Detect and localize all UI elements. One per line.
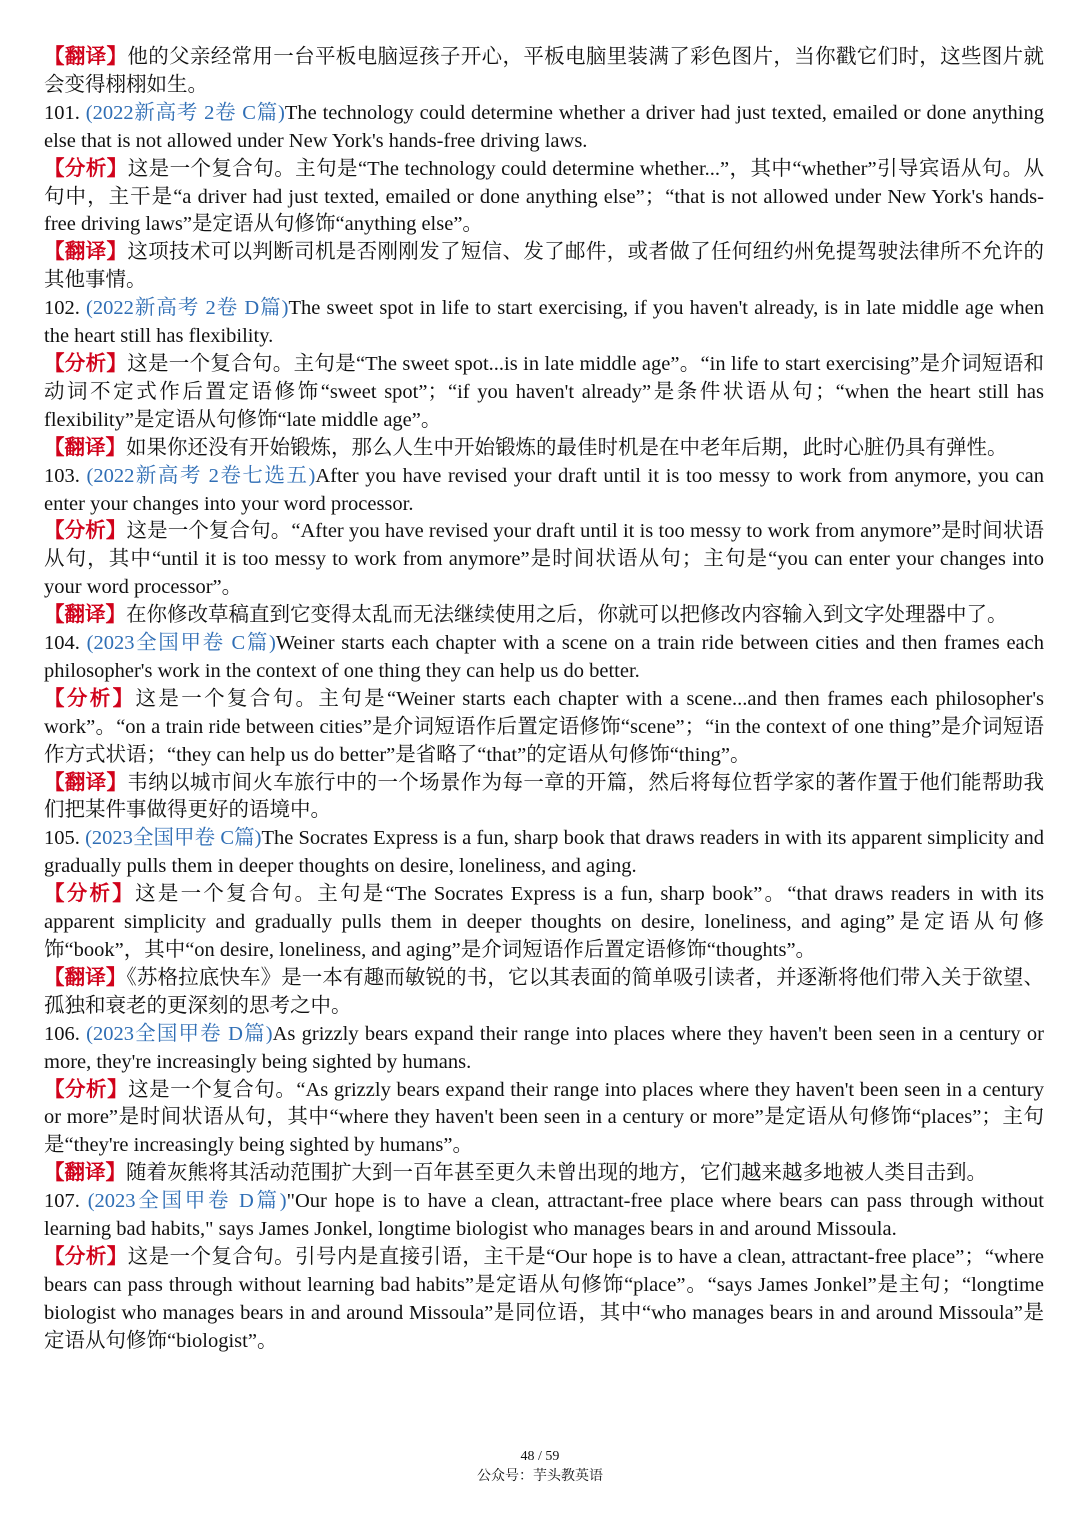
- analysis-tag: 【分析】: [44, 883, 136, 906]
- analysis-block: [44, 351, 1044, 435]
- sentence-item: [44, 630, 1044, 686]
- translation-tag: 【翻译】: [44, 1162, 126, 1185]
- analysis-block: [44, 686, 1044, 770]
- item-number: 101.: [44, 101, 80, 124]
- translation-text: 韦纳以城市间火车旅行中的一个场景作为每一章的开篇，然后将每位哲学家的著作置于他们能帮助我们把某件事做得更好的语境中。: [44, 771, 1045, 822]
- source-citation: (2022新高考 2卷 D篇): [86, 297, 289, 320]
- translation-tag: 【翻译】: [44, 771, 128, 794]
- item-number: 106.: [44, 1022, 80, 1045]
- english-sentence: After you have revised your draft until it is too messy to work from anymore, you can enter your changes into your word processor.: [44, 464, 1044, 515]
- translation-text: 他的父亲经常用一台平板电脑逗孩子开心，平板电脑里装满了彩色图片，当你戳它们时，这些图片就会变得栩栩如生。: [44, 46, 1045, 96]
- translation-block: [44, 965, 1044, 1021]
- translation-tag: 【翻译】: [44, 604, 126, 627]
- analysis-block: [44, 881, 1044, 965]
- sentence-item: [44, 100, 1044, 156]
- analysis-block: [44, 1244, 1044, 1356]
- analysis-text: 这是一个复合句。主句是“The sweet spot...is in late middle age”。“in life to start exercising”是介词短语和动词不定式作后置定语修饰“sweet spot”；“if you haven't already”是条件状语从句；“when the heart still has flexibility”是定语从句修饰“late middle age”。: [44, 352, 1044, 431]
- analysis-tag: 【分析】: [44, 352, 128, 375]
- sentence-item: [44, 295, 1044, 351]
- source-citation: (2023全国甲卷 D篇): [87, 1190, 287, 1213]
- analysis-block: [44, 518, 1044, 602]
- sentence-item: [44, 1188, 1044, 1244]
- analysis-text: 这是一个复合句。主句是“Weiner starts each chapter with a scene...and then frames each philosopher's work”。“on a train ride between cities”是介词短语作后置定语修饰“scene”；“in the context of one thing”是介词短语作方式状语；“they can help us do better”是省略了“that”的定语从句修饰“thing”。: [44, 687, 1045, 766]
- analysis-tag: 【分析】: [44, 157, 128, 180]
- analysis-text: 这是一个复合句。“After you have revised your draft until it is too messy to work from anymore”是时间状语从句，其中“until it is too messy to work from anymore”是时间状语从句；主句是“you can enter your changes into your word processor”。: [44, 520, 1044, 599]
- analysis-text: 这是一个复合句。“As grizzly bears expand their range into places where they haven't been seen in a century or more”是时间状语从句，其中“where they haven't been seen in a century or more”是定语从句修饰“places”；主句是“they're increasingly being sighted by humans”。: [44, 1078, 1045, 1157]
- translation-block: [44, 1160, 1044, 1188]
- sentence-item: [44, 463, 1044, 519]
- source-citation: (2023全国甲卷 C篇): [85, 827, 262, 850]
- translation-block: [44, 602, 1044, 630]
- item-number: 104.: [44, 632, 80, 655]
- translation-text: 在你修改草稿直到它变得太乱而无法继续使用之后，你就可以把修改内容输入到文字处理器中了。: [126, 604, 1008, 627]
- translation-block: [44, 239, 1044, 295]
- document-page: [44, 44, 1044, 1356]
- source-citation: (2022新高考 2卷七选五): [86, 464, 316, 487]
- analysis-text: 这是一个复合句。主句是“The technology could determine whether...”，其中“whether”引导宾语从句。从句中，主干是“a driver had just texted, emailed or done anything else”；“that is not allowed under New York's hands-free driving laws”是定语从句修饰“anything else”。: [44, 157, 1045, 236]
- item-number: 103.: [44, 464, 80, 487]
- translation-text: 随着灰熊将其活动范围扩大到一百年甚至更久未曾出现的地方，它们越来越多地被人类目击到。: [126, 1162, 987, 1185]
- translation-block: [44, 435, 1044, 463]
- translation-text: 如果你还没有开始锻炼，那么人生中开始锻炼的最佳时机是在中老年后期，此时心脏仍具有弹性。: [126, 436, 1008, 459]
- sentence-item: [44, 825, 1044, 881]
- english-sentence: "Our hope is to have a clean, attractant-free place where bears can pass through without learning bad habits," says James Jonkel, longtime biologist who manages bears in and around Missoula.: [44, 1190, 1044, 1241]
- item-number: 105.: [44, 827, 80, 850]
- source-citation: (2023全国甲卷 D篇): [86, 1022, 273, 1045]
- english-sentence: Weiner starts each chapter with a scene on a train ride between cities and then frames each philosopher's work in the context of one thing they can help us do better.: [44, 632, 1044, 682]
- english-sentence: The Socrates Express is a fun, sharp book that draws readers in with its apparent simplicity and gradually pulls them in deeper thoughts on desire, loneliness, and aging.: [44, 827, 1045, 878]
- item-number: 107.: [44, 1190, 80, 1213]
- analysis-tag: 【分析】: [44, 1078, 129, 1101]
- account-footer: 公众号：芋头教英语: [477, 1469, 603, 1484]
- english-sentence: The sweet spot in life to start exercising, if you haven't already, is in late middle age when the heart still has flexibility.: [44, 297, 1045, 348]
- analysis-block: [44, 156, 1044, 240]
- translation-tag: 【翻译】: [44, 436, 126, 459]
- source-citation: (2022新高考 2卷 C篇): [85, 101, 285, 124]
- analysis-tag: 【分析】: [44, 687, 136, 710]
- analysis-block: [44, 1077, 1044, 1161]
- analysis-tag: 【分析】: [44, 1245, 128, 1268]
- english-sentence: The technology could determine whether a driver had just texted, emailed or done anything else that is not allowed under New York's hands-free driving laws.: [44, 101, 1044, 152]
- translation-text: 《苏格拉底快车》是一本有趣而敏锐的书，它以其表面的简单吸引读者，并逐渐将他们带入关于欲望、孤独和衰老的更深刻的思考之中。: [44, 966, 1045, 1017]
- translation-text: 这项技术可以判断司机是否刚刚发了短信、发了邮件，或者做了任何纽约州免提驾驶法律所不允许的其他事情。: [44, 241, 1045, 292]
- item-number: 102.: [44, 297, 80, 320]
- page-number: 48 / 59: [520, 1449, 560, 1464]
- translation-tag: 【翻译】: [44, 966, 127, 989]
- translation-tag: 【翻译】: [44, 46, 128, 68]
- english-sentence: As grizzly bears expand their range into places where they haven't been seen in a century or more, they're increasingly being sighted by humans.: [44, 1022, 1044, 1073]
- sentence-item: [44, 1021, 1044, 1077]
- source-citation: (2023全国甲卷 C篇): [86, 632, 276, 655]
- analysis-tag: 【分析】: [44, 520, 127, 543]
- analysis-text: 这是一个复合句。主句是“The Socrates Express is a fun, sharp book”。“that draws readers in with its apparent simplicity and gradually pulls them in deeper thoughts on desire, loneliness, and aging”是定语从句修饰“book”，其中“on desire, loneliness, and aging”是介词短语作后置定语修饰“thoughts”。: [44, 883, 1045, 961]
- lead-translation: [44, 44, 1044, 100]
- translation-block: [44, 770, 1044, 826]
- analysis-text: 这是一个复合句。引号内是直接引语，主干是“Our hope is to have a clean, attractant-free place”；“where bears can pass through without learning bad habits”是定语从句修饰“place”。“says James Jonkel”是主句；“longtime biologist who manages bears in and around Missoula”是同位语，其中“who manages bears in and around Missoula”是定语从句修饰“biologist”。: [44, 1245, 1045, 1352]
- translation-tag: 【翻译】: [44, 241, 128, 264]
